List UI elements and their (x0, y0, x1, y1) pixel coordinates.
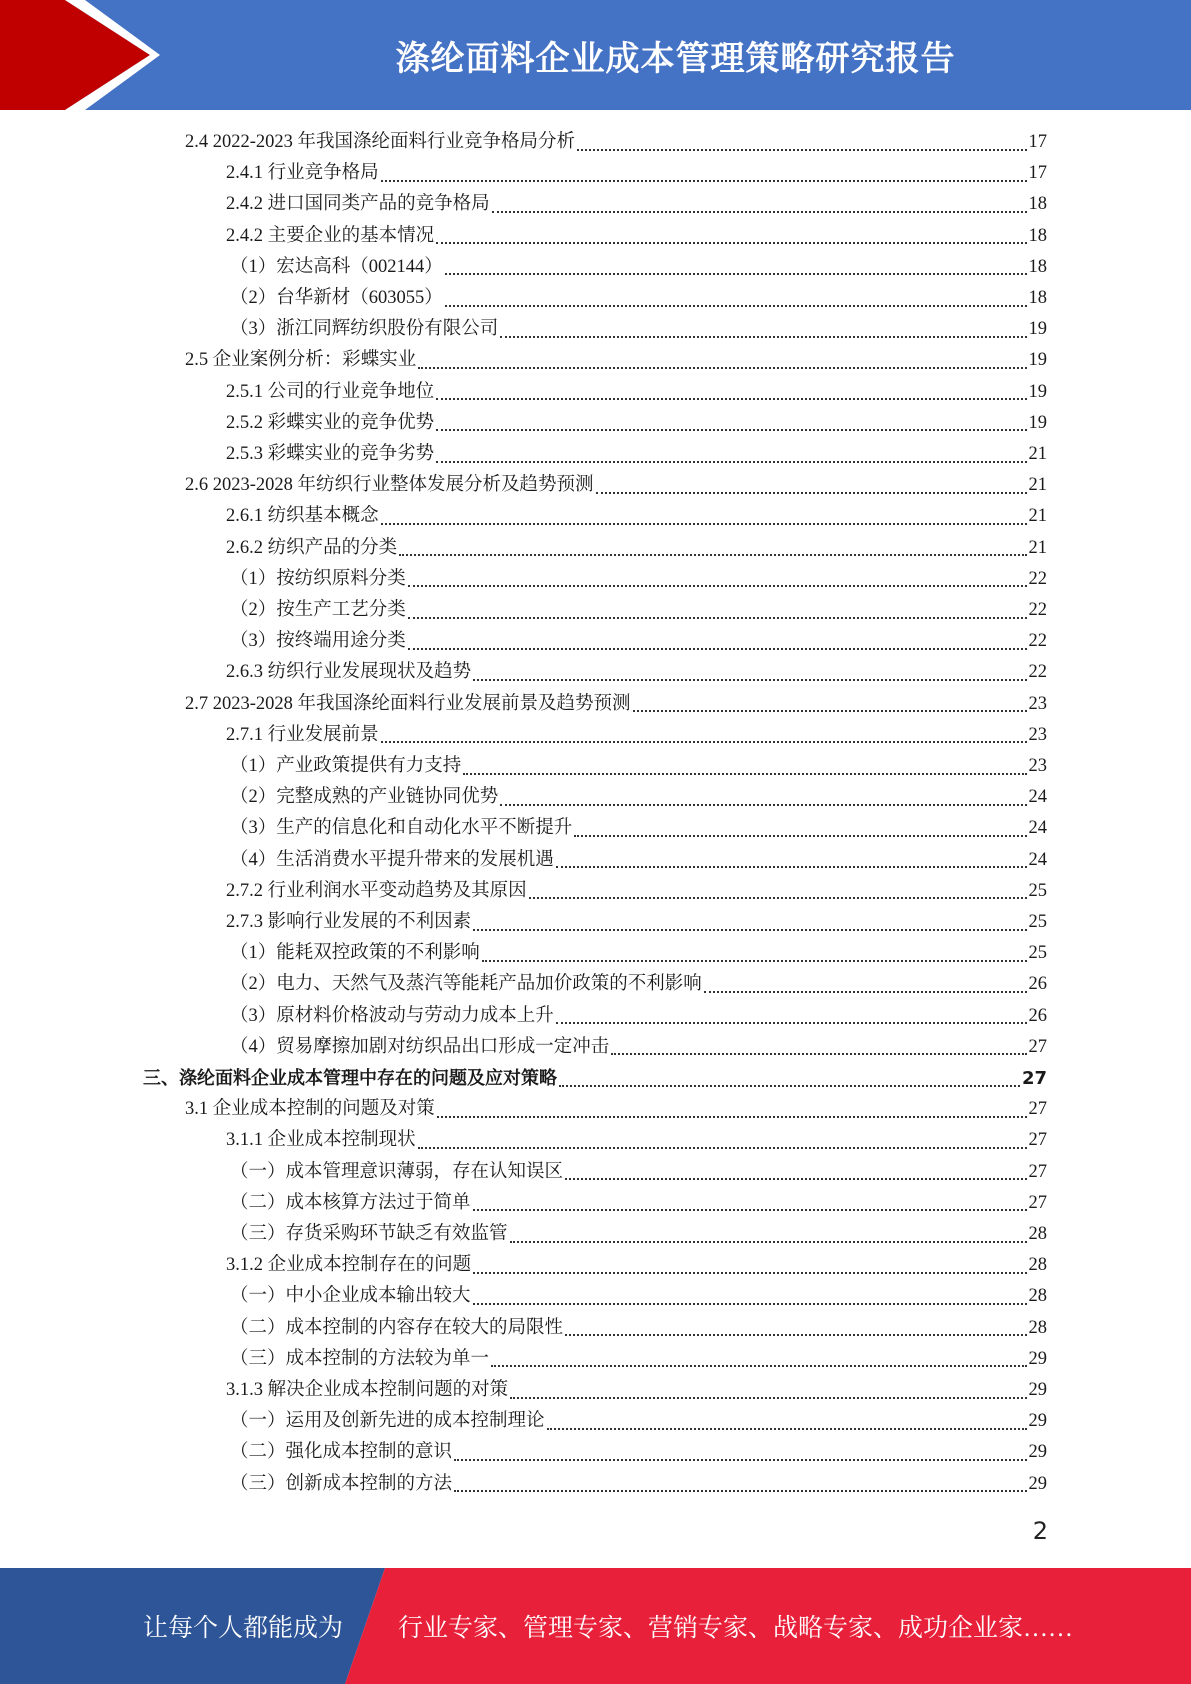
toc-leader-dots (399, 554, 1026, 556)
toc-entry-page: 27 (1028, 1036, 1047, 1057)
toc-entry[interactable] (230, 595, 1047, 626)
toc-entry-title: 2.4.2 进口国同类产品的竞争格局 (226, 194, 490, 215)
toc-entry-page: 18 (1028, 288, 1047, 308)
toc-entry[interactable] (185, 1094, 1047, 1125)
toc-entry[interactable] (226, 720, 1047, 751)
toc-entry[interactable] (230, 564, 1047, 595)
toc-leader-dots (436, 398, 1026, 400)
toc-entry-title: 2.7.1 行业发展前景 (226, 724, 379, 745)
toc-entry-page: 23 (1028, 756, 1047, 776)
toc-entry[interactable] (230, 314, 1047, 345)
toc-entry-page: 21 (1028, 444, 1047, 464)
toc-leader-dots (436, 242, 1026, 244)
toc-leader-dots (704, 991, 1027, 993)
toc-entry-page: 28 (1028, 1224, 1047, 1244)
toc-entry-title: 2.6.2 纺织产品的分类 (226, 537, 398, 558)
toc-entry[interactable] (230, 751, 1047, 782)
toc-entry-title: （1）按纺织原料分类 (230, 568, 406, 589)
toc-leader-dots (381, 180, 1027, 182)
toc-leader-dots (381, 741, 1027, 743)
toc-entry-title: （2）完整成熟的产业链协同优势 (230, 787, 499, 808)
toc-entry-page: 27 (1028, 1161, 1047, 1182)
toc-entry-title: 2.4.1 行业竞争格局 (226, 163, 379, 184)
toc-entry-title: （3）生产的信息化和自动化水平不断提升 (230, 818, 573, 839)
toc-leader-dots (510, 1241, 1027, 1243)
toc-leader-dots (436, 461, 1026, 463)
toc-entry[interactable] (230, 938, 1047, 969)
toc-entry-title: （1）能耗双控政策的不利影响 (230, 943, 480, 964)
toc-entry-title: （二）成本核算方法过于简单 (230, 1192, 471, 1213)
toc-entry-page: 23 (1028, 693, 1047, 714)
toc-leader-dots (408, 648, 1027, 650)
toc-leader-dots (408, 585, 1027, 587)
toc-entry[interactable] (226, 377, 1047, 408)
toc-entry[interactable] (226, 501, 1047, 532)
toc-entry[interactable] (226, 1250, 1047, 1281)
toc-entry-title: 2.4 2022-2023 年我国涤纶面料行业竞争格局分析 (185, 132, 576, 152)
page-header (0, 0, 1191, 110)
toc-entry[interactable] (230, 1437, 1047, 1468)
toc-entry-page: 29 (1028, 1380, 1047, 1400)
toc-entry-title: （二）强化成本控制的意识 (230, 1442, 453, 1463)
toc-leader-dots (418, 367, 1026, 369)
toc-entry[interactable] (230, 969, 1047, 1000)
toc-entry-page: 19 (1028, 350, 1047, 371)
toc-leader-dots (381, 523, 1027, 525)
page-number: 2 (1032, 1517, 1048, 1545)
toc-entry-title: 2.7.3 影响行业发展的不利因素 (226, 912, 472, 932)
toc-entry-page: 28 (1028, 1317, 1047, 1338)
toc-entry-title: （1）宏达高科（002144） (230, 256, 443, 277)
toc-entry[interactable] (230, 1406, 1047, 1437)
report-title: 涤纶面料企业成本管理策略研究报告 (395, 38, 956, 79)
toc-entry-title: （三）成本控制的方法较为单一 (230, 1348, 490, 1369)
toc-entry-page: 22 (1028, 662, 1047, 683)
toc-leader-dots (611, 1053, 1026, 1055)
toc-entry-title: （2）台华新材（603055） (230, 288, 443, 308)
toc-entry[interactable] (226, 189, 1047, 220)
toc-entry[interactable] (230, 1219, 1047, 1250)
toc-entry-page: 17 (1028, 163, 1047, 184)
toc-entry[interactable] (230, 1188, 1047, 1219)
toc-entry-title: （4）贸易摩擦加剧对纺织品出口形成一定冲击 (230, 1036, 610, 1057)
toc-entry-page: 29 (1028, 1348, 1047, 1369)
toc-entry-title: （1）产业政策提供有力支持 (230, 756, 462, 776)
toc-entry-page: 21 (1028, 506, 1047, 527)
toc-leader-dots (565, 1178, 1026, 1180)
toc-entry-page: 17 (1028, 132, 1047, 152)
toc-leader-dots (436, 429, 1026, 431)
toc-entry-page: 19 (1028, 412, 1047, 433)
toc-leader-dots (454, 1459, 1026, 1461)
toc-leader-dots (510, 1397, 1026, 1399)
toc-leader-dots (408, 617, 1027, 619)
toc-leader-dots (482, 960, 1027, 962)
toc-entry-title: （3）按终端用途分类 (230, 631, 406, 652)
toc-entry-page: 28 (1028, 1255, 1047, 1276)
toc-entry-page: 24 (1028, 818, 1047, 839)
toc-entry-page: 29 (1028, 1411, 1047, 1432)
toc-entry[interactable] (185, 345, 1047, 376)
toc-leader-dots (559, 1085, 1020, 1087)
toc-entry[interactable] (226, 1125, 1047, 1156)
footer-slogan: 让每个人都能成为 (143, 1615, 344, 1642)
toc-leader-dots (500, 804, 1026, 806)
toc-entry[interactable] (226, 907, 1047, 938)
toc-entry-title: 3.1 企业成本控制的问题及对策 (185, 1099, 435, 1120)
toc-entry[interactable] (230, 1344, 1047, 1375)
toc-entry-title: 2.6 2023-2028 年纺织行业整体发展分析及趋势预测 (185, 475, 594, 496)
toc-leader-dots (556, 866, 1027, 868)
toc-entry[interactable] (185, 689, 1047, 720)
toc-entry[interactable] (226, 657, 1047, 688)
toc-leader-dots (492, 211, 1027, 213)
toc-entry-page: 26 (1028, 1005, 1047, 1026)
toc-entry-title: （一）成本管理意识薄弱，存在认知误区 (230, 1161, 564, 1182)
toc-leader-dots (437, 1116, 1027, 1118)
toc-entry-page: 22 (1028, 568, 1047, 589)
toc-entry[interactable] (230, 1001, 1047, 1032)
toc-entry[interactable] (185, 470, 1047, 501)
toc-leader-dots (473, 1209, 1027, 1211)
toc-entry-title: 3.1.1 企业成本控制现状 (226, 1130, 416, 1151)
toc-entry-title: （三）创新成本控制的方法 (230, 1473, 453, 1494)
toc-entry[interactable] (230, 626, 1047, 657)
toc-leader-dots (556, 1022, 1027, 1024)
toc-entry-page: 22 (1028, 600, 1047, 620)
toc-entry-page: 28 (1028, 1286, 1047, 1307)
toc-entry-page: 18 (1028, 256, 1047, 277)
toc-entry-page: 29 (1028, 1473, 1047, 1494)
toc-leader-dots (574, 835, 1026, 837)
toc-entry[interactable] (230, 1281, 1047, 1312)
toc-entry-title: 3.1.2 企业成本控制存在的问题 (226, 1255, 472, 1276)
toc-entry-page: 22 (1028, 631, 1047, 652)
toc-entry-title: （一）运用及创新先进的成本控制理论 (230, 1411, 545, 1432)
toc-entry[interactable] (230, 782, 1047, 813)
toc-leader-dots (454, 1490, 1026, 1492)
footer-roles: 行业专家、管理专家、营销专家、战略专家、成功企业家…… (398, 1615, 1074, 1642)
toc-entry-title: 2.5 企业案例分析：彩蝶实业 (185, 350, 417, 371)
toc-entry-page: 19 (1028, 319, 1047, 340)
toc-entry-title: （3）浙江同辉纺织股份有限公司 (230, 319, 499, 340)
toc-entry-title: （三）存货采购环节缺乏有效监管 (230, 1224, 508, 1244)
toc-entry[interactable] (230, 1032, 1047, 1063)
toc-entry-title: 2.4.2 主要企业的基本情况 (226, 225, 435, 246)
toc-entry[interactable] (230, 813, 1047, 844)
toc-leader-dots (473, 1303, 1027, 1305)
toc-entry-page: 21 (1028, 475, 1047, 496)
toc-entry[interactable] (230, 283, 1047, 314)
toc-entry-title: 2.7 2023-2028 年我国涤纶面料行业发展前景及趋势预测 (185, 693, 631, 714)
toc-entry[interactable] (230, 1157, 1047, 1188)
toc-entry[interactable] (226, 408, 1047, 439)
toc-entry-title: 2.6.1 纺织基本概念 (226, 506, 379, 527)
toc-entry-page: 24 (1028, 787, 1047, 808)
toc-entry-title: （二）成本控制的内容存在较大的局限性 (230, 1317, 564, 1338)
toc-entry[interactable] (226, 158, 1047, 189)
toc-entry-title: 三、涤纶面料企业成本管理中存在的问题及应对策略 (143, 1068, 557, 1089)
toc-entry[interactable] (185, 127, 1047, 158)
toc-leader-dots (633, 710, 1027, 712)
toc-entry-title: 2.6.3 纺织行业发展现状及趋势 (226, 662, 472, 683)
toc-entry[interactable] (226, 1375, 1047, 1406)
toc-entry-page: 21 (1028, 537, 1047, 558)
toc-entry-title: （2）按生产工艺分类 (230, 600, 406, 620)
page-footer (0, 1568, 1191, 1684)
toc-leader-dots (577, 149, 1026, 151)
toc-entry-page: 24 (1028, 849, 1047, 870)
toc-leader-dots (529, 897, 1027, 899)
toc-entry-title: （2）电力、天然气及蒸汽等能耗产品加价政策的不利影响 (230, 974, 702, 995)
toc-entry-page: 23 (1028, 724, 1047, 745)
toc-entry-title: 2.5.1 公司的行业竞争地位 (226, 381, 435, 402)
toc-entry[interactable] (226, 876, 1047, 907)
toc-entry-title: 2.5.3 彩蝶实业的竞争劣势 (226, 444, 435, 464)
toc-leader-dots (596, 492, 1027, 494)
toc-leader-dots (473, 1272, 1026, 1274)
toc-entry-title: 3.1.3 解决企业成本控制问题的对策 (226, 1380, 509, 1400)
toc-entry-title: 2.7.2 行业利润水平变动趋势及其原因 (226, 880, 527, 901)
toc-entry-page: 26 (1028, 974, 1047, 995)
toc-entry-title: 2.5.2 彩蝶实业的竞争优势 (226, 412, 435, 433)
toc-leader-dots (500, 336, 1026, 338)
toc-leader-dots (473, 679, 1026, 681)
toc-entry[interactable] (226, 221, 1047, 252)
toc-entry[interactable] (230, 845, 1047, 876)
toc-entry[interactable] (230, 252, 1047, 283)
toc-leader-dots (547, 1428, 1027, 1430)
toc-entry-page: 27 (1028, 1192, 1047, 1213)
toc-entry-page: 27 (1028, 1130, 1047, 1151)
toc-entry[interactable] (226, 533, 1047, 564)
toc-leader-dots (418, 1147, 1027, 1149)
toc-entry-page: 27 (1021, 1068, 1047, 1089)
toc-entry[interactable] (226, 439, 1047, 470)
toc-leader-dots (463, 773, 1026, 775)
toc-entry-page: 25 (1028, 912, 1047, 932)
toc-entry-title: （3）原材料价格波动与劳动力成本上升 (230, 1005, 554, 1026)
toc-entry-page: 29 (1028, 1442, 1047, 1463)
toc-entry-page: 25 (1028, 943, 1047, 964)
toc-entry-page: 18 (1028, 194, 1047, 215)
toc-entry-title: （一）中小企业成本输出较大 (230, 1286, 471, 1307)
toc-leader-dots (491, 1365, 1026, 1367)
toc-entry[interactable] (230, 1313, 1047, 1344)
toc-leader-dots (445, 305, 1027, 307)
toc-leader-dots (445, 273, 1027, 275)
toc-entry-page: 19 (1028, 381, 1047, 402)
toc-entry[interactable] (230, 1469, 1047, 1500)
toc-entry-page: 27 (1028, 1099, 1047, 1120)
toc-leader-dots (473, 929, 1026, 931)
toc-entry[interactable] (143, 1063, 1047, 1094)
toc-entry-page: 25 (1028, 880, 1047, 901)
toc-entry-page: 18 (1028, 225, 1047, 246)
toc-leader-dots (565, 1334, 1026, 1336)
toc-entry-title: （4）生活消费水平提升带来的发展机遇 (230, 849, 554, 870)
